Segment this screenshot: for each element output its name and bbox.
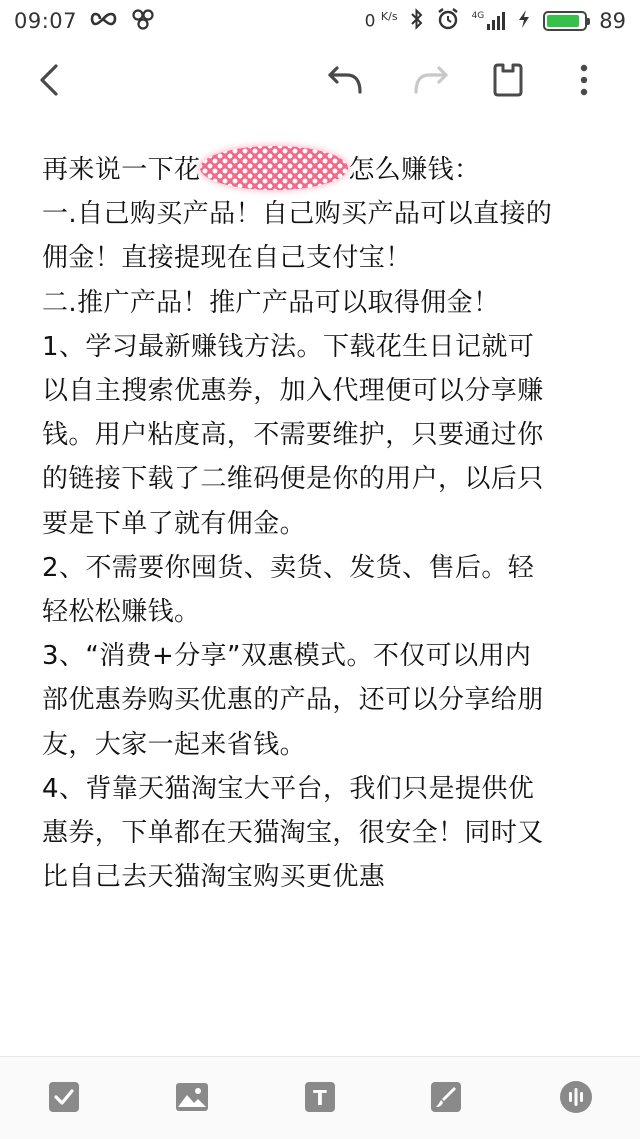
status-bar xyxy=(0,0,640,42)
note-body xyxy=(42,192,602,899)
text-format-letter: T xyxy=(313,1086,327,1110)
butterfly-icon xyxy=(131,8,155,35)
note-line: 的链接下载了二维码便是你的用户，以后只 xyxy=(42,464,544,495)
checklist-button[interactable] xyxy=(46,1079,82,1115)
note-line: 一.自己购买产品！自己购买产品可以直接的 xyxy=(42,199,553,230)
infinity-icon xyxy=(89,9,119,33)
status-bar-right xyxy=(365,7,626,36)
note-line: 以自主搜索优惠券，加入代理便可以分享赚 xyxy=(42,376,544,407)
battery-icon xyxy=(543,11,587,31)
note-line: 惠券，下单都在天猫淘宝，很安全！同时又 xyxy=(42,818,544,849)
title-prefix: 再来说一下花 xyxy=(42,155,201,185)
brush-icon xyxy=(430,1081,462,1113)
network-speed-unit: K/s xyxy=(380,10,398,24)
note-toolbar xyxy=(0,48,640,112)
battery-percent: 89 xyxy=(599,9,626,33)
redo-button[interactable] xyxy=(406,56,454,104)
undo-button[interactable] xyxy=(322,56,370,104)
more-icon xyxy=(579,63,589,97)
network-speed xyxy=(365,10,398,32)
save-button[interactable] xyxy=(484,56,532,104)
note-editor[interactable] xyxy=(42,148,602,899)
note-line: 部优惠券购买优惠的产品，还可以分享给朋 xyxy=(42,685,544,716)
status-time: 09:07 xyxy=(14,9,78,33)
image-icon xyxy=(175,1082,209,1112)
battery-fill xyxy=(547,15,579,27)
note-line: 1、学习最新赚钱方法。下载花生日记就可 xyxy=(42,331,535,362)
voice-input-button[interactable] xyxy=(558,1079,594,1115)
note-line: 比自己去天猫淘宝购买更优惠 xyxy=(42,862,386,893)
back-icon xyxy=(36,62,64,98)
note-line: 轻松松赚钱。 xyxy=(42,597,201,628)
note-title-line xyxy=(42,148,602,192)
redo-icon xyxy=(411,64,449,96)
checkbox-icon xyxy=(48,1081,80,1113)
charging-icon xyxy=(517,9,531,34)
note-line: 3、“消费+分享”双惠模式。不仅可以用内 xyxy=(42,641,532,672)
note-line: 友，大家一起来省钱。 xyxy=(42,729,307,760)
status-bar-left xyxy=(14,8,155,35)
editor-bottom-bar xyxy=(0,1056,640,1139)
undo-icon xyxy=(327,64,365,96)
redaction-mask xyxy=(200,146,348,190)
more-button[interactable] xyxy=(560,56,608,104)
insert-image-button[interactable] xyxy=(174,1079,210,1115)
note-line: 钱。用户粘度高，不需要维护，只要通过你 xyxy=(42,420,544,451)
bluetooth-icon xyxy=(410,8,424,35)
back-button[interactable] xyxy=(26,56,74,104)
note-line: 4、背靠天猫淘宝大平台，我们只是提供优 xyxy=(42,773,535,804)
signal-icon xyxy=(472,12,506,30)
note-line: 2、不需要你囤货、卖货、发货、售后。轻 xyxy=(42,552,535,583)
voice-icon xyxy=(559,1080,593,1114)
title-suffix: 怎么赚钱： xyxy=(348,155,481,185)
text-format-button[interactable] xyxy=(302,1079,338,1115)
network-speed-value: 0 xyxy=(364,11,376,32)
brush-button[interactable] xyxy=(428,1079,464,1115)
alarm-icon xyxy=(436,7,460,36)
network-type: 4G xyxy=(471,11,485,21)
note-line: 佣金！直接提现在自己支付宝！ xyxy=(42,243,412,274)
save-icon xyxy=(491,62,525,98)
note-line: 要是下单了就有佣金。 xyxy=(42,508,307,539)
text-format-icon xyxy=(304,1081,336,1113)
note-line: 二.推广产品！推广产品可以取得佣金！ xyxy=(42,287,500,318)
